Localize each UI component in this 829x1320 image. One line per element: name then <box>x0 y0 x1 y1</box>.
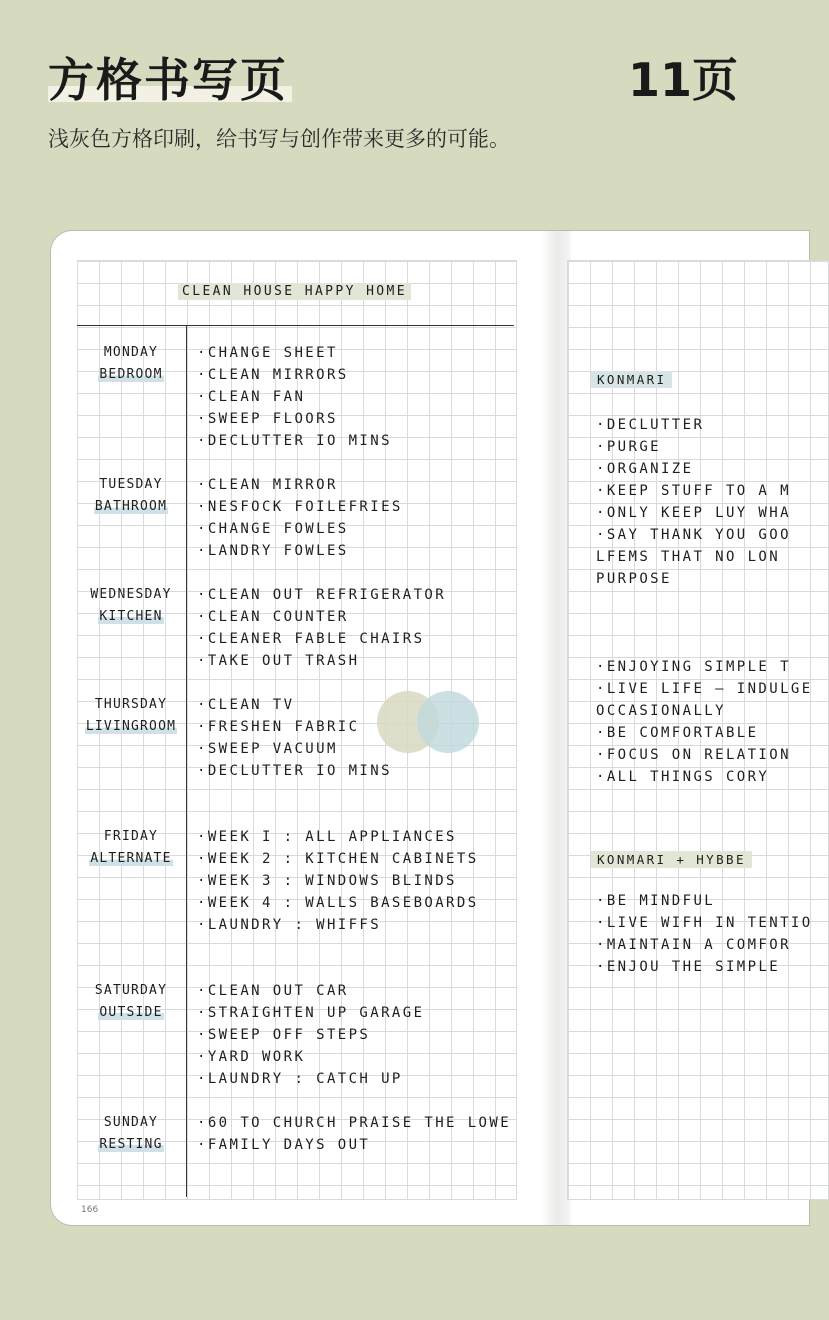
task-item: ·FRESHEN FABRIC <box>197 719 360 735</box>
left-page-heading: CLEAN HOUSE HAPPY HOME <box>178 283 411 300</box>
day-label: WEDNESDAY <box>90 587 172 602</box>
enjoy-list-item: ·ALL THINGS CORY <box>596 769 770 785</box>
area-label-text: ALTERNATE <box>90 851 172 866</box>
task-item: ·CLEAN TV <box>197 697 295 713</box>
task-item: ·STRAIGHTEN UP GARAGE <box>197 1005 425 1021</box>
task-item: ·CHANGE FOWLES <box>197 521 349 537</box>
konmari-list-item: ·ONLY KEEP LUY WHA <box>596 505 791 521</box>
mindful-list-item: ·BE MINDFUL <box>596 893 716 909</box>
page-number: 166 <box>81 1205 99 1215</box>
notebook-spread <box>50 230 813 1226</box>
header-divider <box>77 325 514 326</box>
area-label-text: LIVINGROOM <box>85 719 177 734</box>
day-label: SUNDAY <box>103 1115 159 1130</box>
task-item: ·SWEEP VACUUM <box>197 741 338 757</box>
task-item: ·CLEAN FAN <box>197 389 306 405</box>
subtitle: 浅灰色方格印刷，给书写与创作带来更多的可能。 <box>48 127 510 151</box>
area-label <box>81 499 181 514</box>
area-label-text: RESTING <box>99 1137 163 1152</box>
column-divider <box>186 325 187 1197</box>
enjoy-list-item: ·ENJOYING SIMPLE T <box>596 659 791 675</box>
day-label: SATURDAY <box>94 983 168 998</box>
task-item: ·WEEK I : ALL APPLIANCES <box>197 829 457 845</box>
task-item: ·CLEAN MIRROR <box>197 477 338 493</box>
page-title: 方格书写页 <box>48 53 288 107</box>
task-item: ·60 TO CHURCH PRAISE THE LOWE <box>197 1115 512 1131</box>
day-label: TUESDAY <box>99 477 163 492</box>
konmari-list-item: ·PURGE <box>596 439 661 455</box>
day-label: MONDAY <box>103 345 159 360</box>
area-label-text: KITCHEN <box>99 609 163 624</box>
task-item: ·WEEK 2 : KITCHEN CABINETS <box>197 851 479 867</box>
area-label-text: OUTSIDE <box>99 1005 163 1020</box>
konmari-list-item: ·DECLUTTER <box>596 417 705 433</box>
task-item: ·TAKE OUT TRASH <box>197 653 360 669</box>
task-item: ·LAUNDRY : CATCH UP <box>197 1071 403 1087</box>
task-item: ·DECLUTTER IO MINS <box>197 433 392 449</box>
mindful-list-item: ·ENJOU THE SIMPLE <box>596 959 781 975</box>
task-item: ·SWEEP OFF STEPS <box>197 1027 371 1043</box>
konmari-hygge-tag: KONMARI + HYBBE <box>591 851 752 868</box>
konmari-tag: KONMARI <box>591 371 672 388</box>
konmari-list-item: ·KEEP STUFF TO A M <box>596 483 791 499</box>
task-item: ·NESFOCK FOILEFRIES <box>197 499 403 515</box>
enjoy-list-item: ·FOCUS ON RELATION <box>596 747 791 763</box>
task-item: ·CLEAN OUT REFRIGERATOR <box>197 587 447 603</box>
task-item: ·CLEAN OUT CAR <box>197 983 349 999</box>
task-item: ·YARD WORK <box>197 1049 306 1065</box>
area-label <box>81 719 181 734</box>
area-label <box>81 367 181 382</box>
page-count: 11页 <box>627 53 738 107</box>
enjoy-list-item: OCCASIONALLY <box>596 703 726 719</box>
decorative-circle-blue <box>417 691 479 753</box>
task-item: ·FAMILY DAYS OUT <box>197 1137 371 1153</box>
area-label-text: BEDROOM <box>99 367 163 382</box>
task-item: ·DECLUTTER IO MINS <box>197 763 392 779</box>
task-item: ·LAUNDRY : WHIFFS <box>197 917 382 933</box>
konmari-list-item: ·ORGANIZE <box>596 461 694 477</box>
konmari-list-item: PURPOSE <box>596 571 672 587</box>
task-item: ·CHANGE SHEET <box>197 345 338 361</box>
mindful-list-item: ·LIVE WIFH IN TENTIO <box>596 915 813 931</box>
enjoy-list-item: ·BE COMFORTABLE <box>596 725 759 741</box>
area-label <box>81 609 181 624</box>
area-label <box>81 1137 181 1152</box>
task-item: ·CLEAN MIRRORS <box>197 367 349 383</box>
area-label-text: BATHROOM <box>94 499 168 514</box>
konmari-list-item: ·SAY THANK YOU GOO <box>596 527 791 543</box>
task-item: ·CLEANER FABLE CHAIRS <box>197 631 425 647</box>
mindful-list-item: ·MAINTAIN A COMFOR <box>596 937 791 953</box>
area-label <box>81 851 181 866</box>
day-label: FRIDAY <box>103 829 159 844</box>
enjoy-list-item: ·LIVE LIFE — INDULGE <box>596 681 813 697</box>
konmari-list-item: LFEMS THAT NO LON <box>596 549 781 565</box>
task-item: ·SWEEP FLOORS <box>197 411 338 427</box>
task-item: ·LANDRY FOWLES <box>197 543 349 559</box>
day-label: THURSDAY <box>94 697 168 712</box>
task-item: ·WEEK 3 : WINDOWS BLINDS <box>197 873 457 889</box>
area-label <box>81 1005 181 1020</box>
task-item: ·WEEK 4 : WALLS BASEBOARDS <box>197 895 479 911</box>
task-item: ·CLEAN COUNTER <box>197 609 349 625</box>
